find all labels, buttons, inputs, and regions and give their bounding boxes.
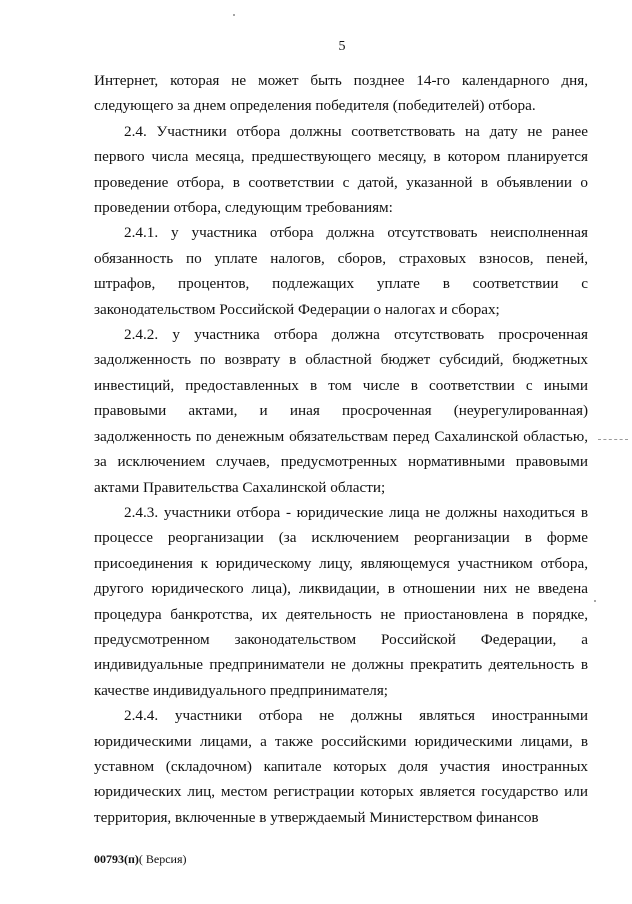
scan-speck: [594, 600, 596, 602]
paragraph-2-4-4: 2.4.4. участники отбора не должны являться иностранными юридическими лицами, а также российскими юридическими лицами, в уставном (складочном) капитале которых доля участия иностранных юридических лиц, местом регистрации которых является государство или территория, включенные в утверждаемый Министерством финансов: [94, 707, 588, 826]
document-version-label: ( Версия): [138, 852, 187, 866]
paragraph-2-4-3: 2.4.3. участники отбора - юридические лица не должны находиться в процессе реорганизации (за исключением реорганизации в форме присоединения к юридическому лицу, являющемуся участником отбора, другого юридического лица), ликвидации, в отношении них не введена процедура банкротства, их деятельность не приостановлена в порядке, предусмотренном законодательством Российской Федерации, а индивидуальные предприниматели не должны прекратить деятельность в качестве индивидуального предпринимателя;: [94, 503, 588, 699]
paragraph-2-4-2: 2.4.2. у участника отбора должна отсутствовать просроченная задолженность по возврату в областной бюджет субсидий, бюджетных инвестиций, предоставленных в том числе в соответствии с иными правовыми актами, и иная просроченная (неурегулированная) задолженность по денежным обязательствам перед Сахалинской областью, за исключением случаев, предусмотренных нормативными правовыми актами Правительства Сахалинской области;: [94, 326, 588, 496]
paragraph-continuation: Интернет, которая не может быть позднее 14-го календарного дня, следующего за днем определения победителя (победителей) отбора.: [94, 72, 588, 115]
page-number: 5: [338, 39, 346, 54]
paragraph-2-4: 2.4. Участники отбора должны соответствовать на дату не ранее первого числа месяца, предшествующего месяцу, в котором планируется проведение отбора, в соответствии с датой, указанной в объявлении о проведении отбора, следующим требованиям:: [94, 122, 588, 217]
scan-speck: [233, 14, 235, 16]
margin-scan-mark: [598, 439, 628, 440]
document-footer: [94, 852, 187, 867]
document-body: [94, 68, 588, 830]
paragraph-2-4-1: 2.4.1. у участника отбора должна отсутствовать неисполненная обязанность по уплате налогов, сборов, страховых взносов, пеней, штрафов, процентов, подлежащих уплате в соответствии с законодательством Российской Федерации о налогах и сборах;: [94, 224, 588, 318]
document-code: 00793(п): [94, 852, 139, 866]
